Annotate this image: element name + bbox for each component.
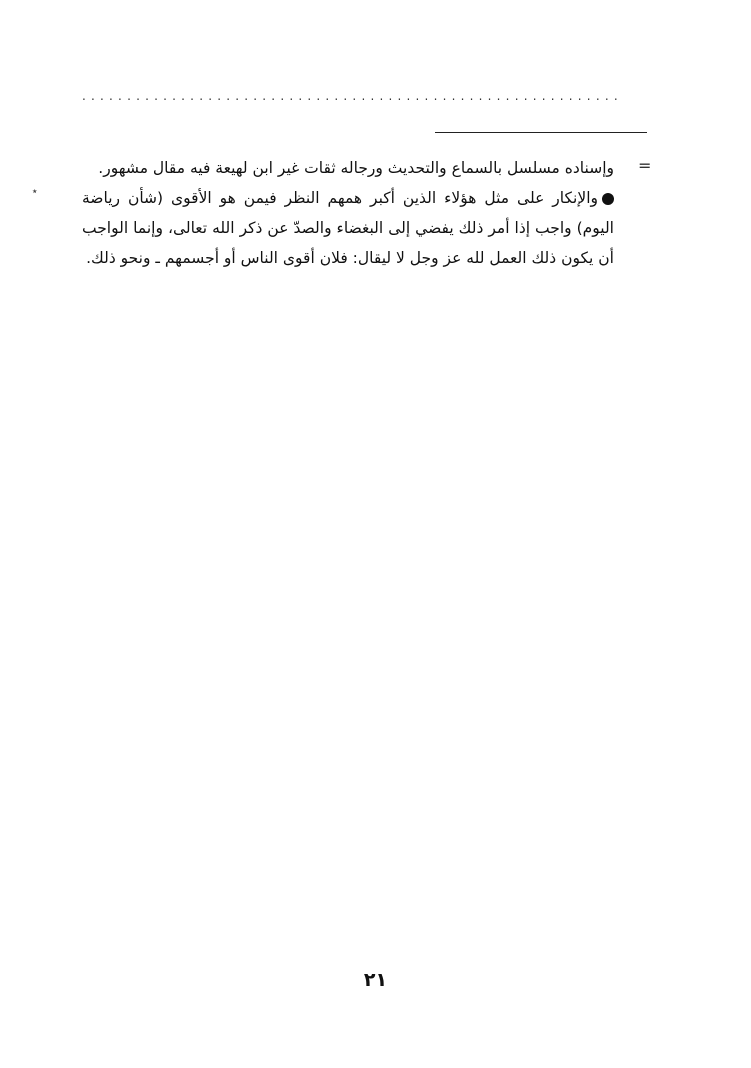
footnote-text xyxy=(82,153,614,273)
scan-speck: ٭ xyxy=(32,186,38,197)
footnote-paragraph-2-text: والإنكار على مثل هؤلاء الذين أكبر همهم النظر فيمن هو الأقوى (شأن رياضة اليوم) واجب إذا أمر ذلك يفضي إلى البغضاء والصدّ عن ذكر الله تعالى، وإنما الواجب أن يكون ذلك العمل لله عز وجل لا ليقال: فلان أقوى الناس أو أجسمهم ـ ونحو ذلك. xyxy=(82,189,614,267)
page-number: ٢١ xyxy=(363,969,388,991)
footnote-rule xyxy=(435,132,647,133)
footnote-paragraph-1: وإسناده مسلسل بالسماع والتحديث ورجاله ثقات غير ابن لهيعة فيه مقال مشهور. xyxy=(98,159,614,177)
footnote-paragraph-2 xyxy=(82,183,614,273)
dotted-separator: ............................................................ xyxy=(82,89,623,103)
bullet-icon xyxy=(602,193,614,205)
continuation-marker: = xyxy=(638,156,652,175)
